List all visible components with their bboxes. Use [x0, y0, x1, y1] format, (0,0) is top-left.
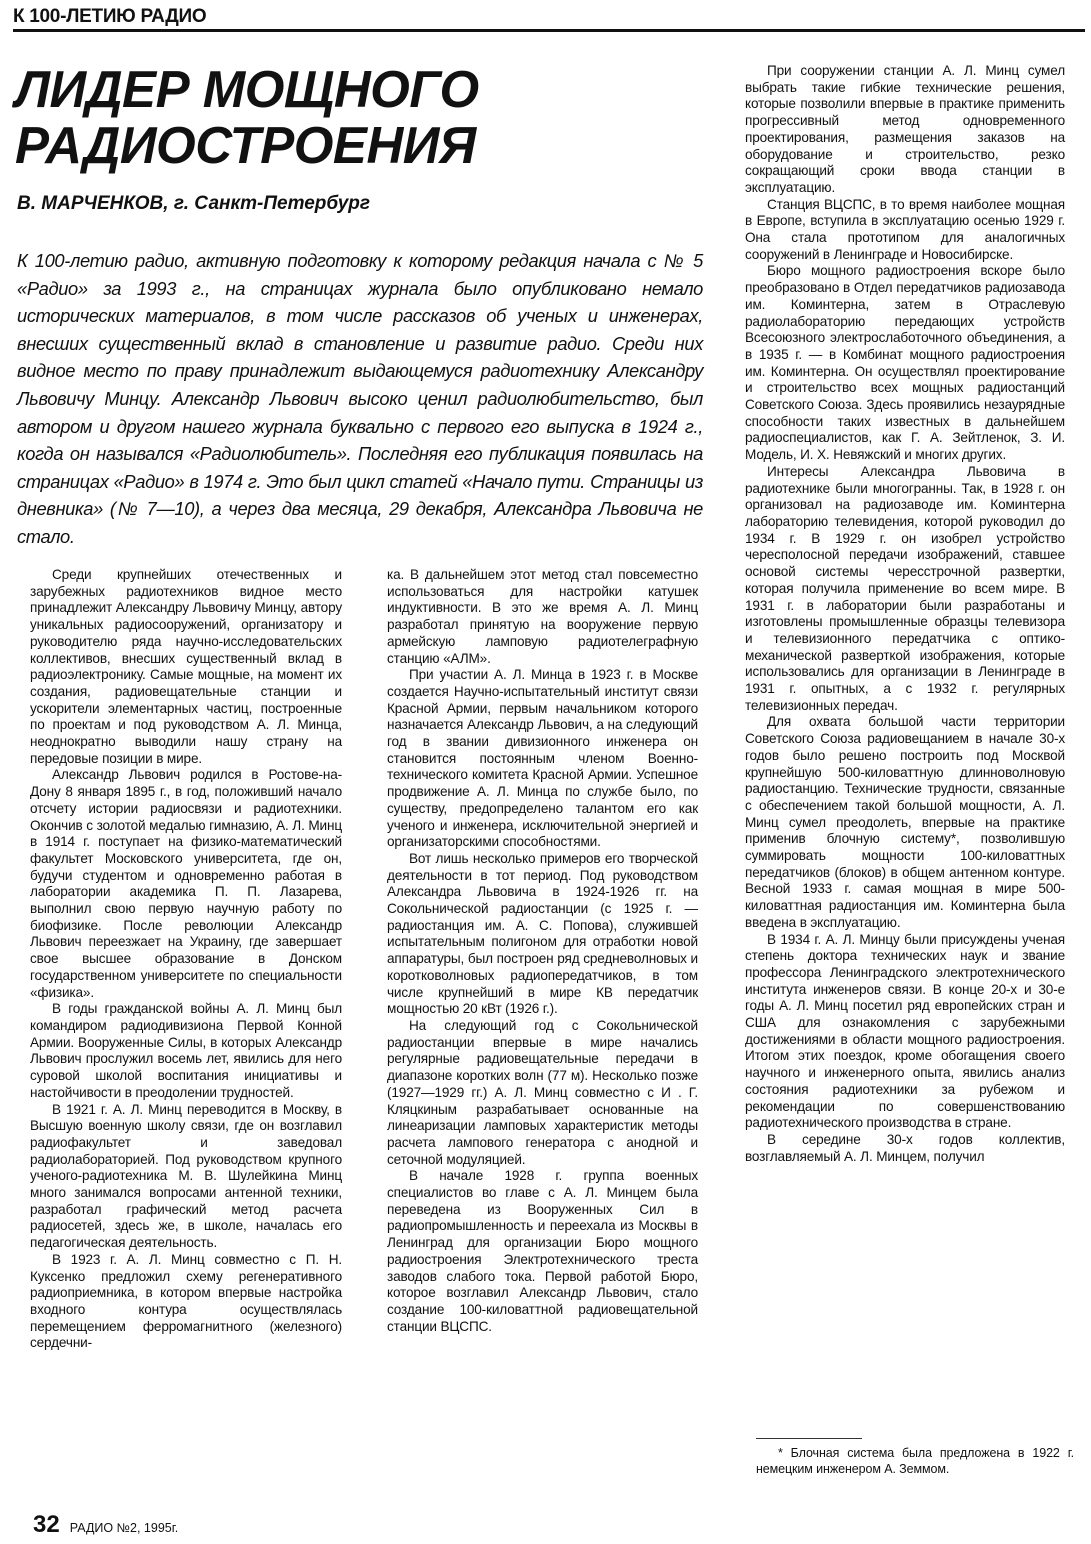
article-title: [15, 61, 715, 173]
lead-paragraph: К 100-летию радио, активную подготовку к которому редакция начала с № 5 «Радио» за 1993 г., на страницах журнала было опубликовано немало исторических материалов, в том числе рассказов об ученых и инженерах, внесших существенный вклад в становление и развитие радио. Среди них видное место по праву принадлежит выдающемуся радиотехнику Александру Львовичу Минцу. Александр Львович высоко ценил радиолюбительство, был автором и другом нашего журнала буквально с первого его выпуска в 1924 г., когда он назывался «Радиолюбитель». Последняя его публикация появилась на страницах «Радио» в 1974 г. Это был цикл статей «Начало пути. Страницы из дневника» (№ 7—10), а через два месяца, 29 декабря, Александра Львовича не стало.: [17, 250, 703, 547]
page-footer: [33, 1511, 178, 1539]
section-rubric: [13, 5, 1085, 32]
paragraph: Александр Львович родился в Ростове-на-Дону 8 января 1895 г., в год, положивший начало отсчету истории радиосвязи и радиотехники. Окончив с золотой медалью гимназию, А. Л. Минц в 1914 г. поступает на физико-математический факультет Московского университета, где он, будучи студентом и одновременно работая в лаборатории академика П. П. Лазарева, выполнил свою первую научную работу по биофизике. После революции Александр Львович переезжает на Украину, где завершает свое высшее образование в Донском государственном университете по специальности «физика».: [30, 767, 342, 1000]
paragraph: В начале 1928 г. группа военных специалистов во главе с А. Л. Минцем была переведена из Вооруженных Сил в радиопромышленность и переехала из Москвы в Ленинград для организации Бюро мощного радиостроения Электротехнического треста заводов слабого тока. Первой работой Бюро, которое возглавил Александр Львович, стало создание 100-киловаттной радиовещательной станции ВЦСПС.: [387, 1168, 698, 1334]
author-byline: В. МАРЧЕНКОВ, г. Санкт-Петербург: [17, 193, 371, 214]
paragraph: В годы гражданской войны А. Л. Минц был командиром радиодивизиона Первой Конной Армии. Вооруженные Силы, в которых Александр Львович прослужил восемь лет, явились для него суровой школой воспитания инициативы и настойчивости в преодолении трудностей.: [30, 1001, 342, 1100]
paragraph: Среди крупнейших отечественных и зарубежных радиотехников видное место принадлежит Александру Львовичу Минцу, автору уникальных радиосооружений, организатору и руководителю ряда научно-исследовательских коллективов, внесших существенный вклад в радиоэлектронику. Самые мощные, на момент их создания, радиовещательные станции и ускорители элементарных частиц, построенные по проектам и под руководством А. Л. Минца, неоднократно выводили нашу страну на передовые позиции в мире.: [30, 567, 342, 766]
issue-info: РАДИО №2, 1995г.: [69, 1521, 179, 1535]
paragraph: При сооружении станции А. Л. Минц сумел выбрать такие гибкие технические решения, которые позволили впервые в практике применить прогрессивный метод одновременного проектирования, размещения заказов на оборудование и строительство, резко сокращающий сроки ввода станции в эксплуатацию.: [745, 63, 1065, 195]
paragraph: В 1934 г. А. Л. Минцу были присуждены ученая степень доктора технических наук и звание профессора Ленинградского электротехнического института инженеров связи. В конце 20-х и 30-е годы А. Л. Минц посетил ряд европейских стран и США для ознакомления с зарубежными достижениями в области мощного радиостроения. Итогом этих поездок, кроме обогащения своего научного и инженерного опыта, явились анализ состояния радиотехники за рубежом и рекомендации по совершенствованию радиотехнического производства в стране.: [745, 931, 1065, 1131]
paragraph: В 1921 г. А. Л. Минц переводится в Москву, в Высшую военную школу связи, где он возглавил радиофакультет и заведовал радиолабораторией. Под руководством крупного ученого-радиотехника М. В. Шулейкина Минц много занимался вопросами антенной техники, разработал графический метод расчета радиосетей, здесь же, в школе, началась его педагогическая деятельность.: [30, 1101, 342, 1251]
paragraph: На следующий год с Сокольнической радиостанции впервые в мире начались регулярные радиовещательные передачи в диапазоне коротких волн (77 м). Несколько позже (1927—1929 гг.) А. Л. Минц совместно с И . Г. Кляцкиным разрабатывает основанные на линеаризации ламповых характеристик методы расчета лампового генератора с анодной и сеточной модуляцией.: [387, 1017, 698, 1167]
paragraph: В середине 30-х годов коллектив, возглавляемый А. Л. Минцем, получил: [745, 1132, 1065, 1164]
page-number: 32: [33, 1511, 60, 1538]
paragraph-continued: ка. В дальнейшем этот метод стал повсеместно использоваться для настройки катушек индуктивности. В это же время А. Л. Минц разработал принятую на вооружение первую армейскую ламповую радиотелеграфную станцию «АЛМ».: [387, 567, 698, 666]
footnote: * Блочная система была предложена в 1922 г. немецким инженером А. Земмом.: [756, 1446, 1074, 1476]
body-column-1: [30, 567, 342, 1352]
paragraph: Для охвата большой части территории Советского Союза радиовещанием в начале 30-х годов было решено построить под Москвой крупнейшую 500-киловаттную длинноволновую радиостанцию. Технические трудности, связанные с обеспечением такой большой мощности, А. Л. Минц сумел преодолеть, впервые на практике применив блочную систему*, позволившую суммировать мощности 100-киловаттных передатчиков (блоков) в общем антенном контуре. Весной 1933 г. самая мощная в мире 500-киловаттная радиостанция им. Коминтерна была введена в эксплуатацию.: [745, 714, 1065, 930]
body-column-2: [387, 567, 698, 1335]
paragraph: Станция ВЦСПС, в то время наиболее мощная в Европе, вступила в эксплуатацию осенью 1929 г. Она стала прототипом для аналогичных сооружений в Ленинграде и Новосибирске.: [745, 196, 1065, 262]
paragraph: Вот лишь несколько примеров его творческой деятельности в тот период. Под руководством Александра Львовича в 1924-1926 гг. на Сокольнической радиостанции (с 1925 г. — радиостанция им. А. С. Попова), служившей испытательным полигоном для отработки новой аппаратуры, был построен ряд средневолновых и коротковолновых радиопередатчиков, в том числе крупнейший в мире КВ передатчик мощностью 20 кВт (1926 г.).: [387, 850, 698, 1017]
footnote-divider: [756, 1438, 862, 1439]
rubric-label: К 100-ЛЕТИЮ РАДИО: [13, 6, 207, 27]
paragraph: При участии А. Л. Минца в 1923 г. в Москве создается Научно-испытательный институт связи Красной Армии, первым начальником которого назначается Александр Львович, а на следующий год в звании дивизионного инженера он становится постоянным членом Военно-технического комитета Красной Армии. Успешное продвижение А. Л. Минца по службе было, по существу, предопределено талантом его как ученого и инженера, исключительной энергией и организаторскими способностями.: [387, 667, 698, 850]
title-line-2: РАДИОСТРОЕНИЯ: [15, 115, 476, 175]
title-line-1: ЛИДЕР МОЩНОГО: [15, 59, 479, 119]
body-column-3: [745, 63, 1065, 1165]
paragraph: Бюро мощного радиостроения вскоре было преобразовано в Отдел передатчиков радиозавода им. Коминтерна, затем в Отраслевую радиолабораторию передающих устройств Всесоюзного электрослаботочного объединения, а в 1935 г. — в Комбинат мощного радиостроения им. Коминтерна. Он осуществлял проектирование и строительство всех мощных радиостанций Советского Союза. Здесь проявились незаурядные способности таких известных в дальнейшем радиоспециалистов, как Г. А. Зейтленок, З. И. Модель, И. Х. Невяжский и многих других.: [745, 263, 1065, 463]
paragraph: Интересы Александра Львовича в радиотехнике были многогранны. Так, в 1928 г. он организовал на радиозаводе им. Коминтерна лабораторию телевидения, которой руководил до 1934 г. В 1929 г. он изобрел устройство чересполосной передачи изображений, ставшее основой системы чересстрочной развертки, которая получила применение во всем мире. В 1931 г. в лаборатории были разработаны и изготовлены промышленные образцы телевизора и телевизионного передатчика с оптико-механической разверткой изображения, которые использовались для организации в Ленинграде в 1931 г. опытных, а с 1932 г. регулярных телевизионных передач.: [745, 463, 1065, 713]
paragraph: В 1923 г. А. Л. Минц совместно с П. Н. Куксенко предложил схему регенеративного радиоприемника, в котором впервые настройка входного контура осуществлялась перемещением ферромагнитного (железного) сердечни-: [30, 1251, 342, 1351]
